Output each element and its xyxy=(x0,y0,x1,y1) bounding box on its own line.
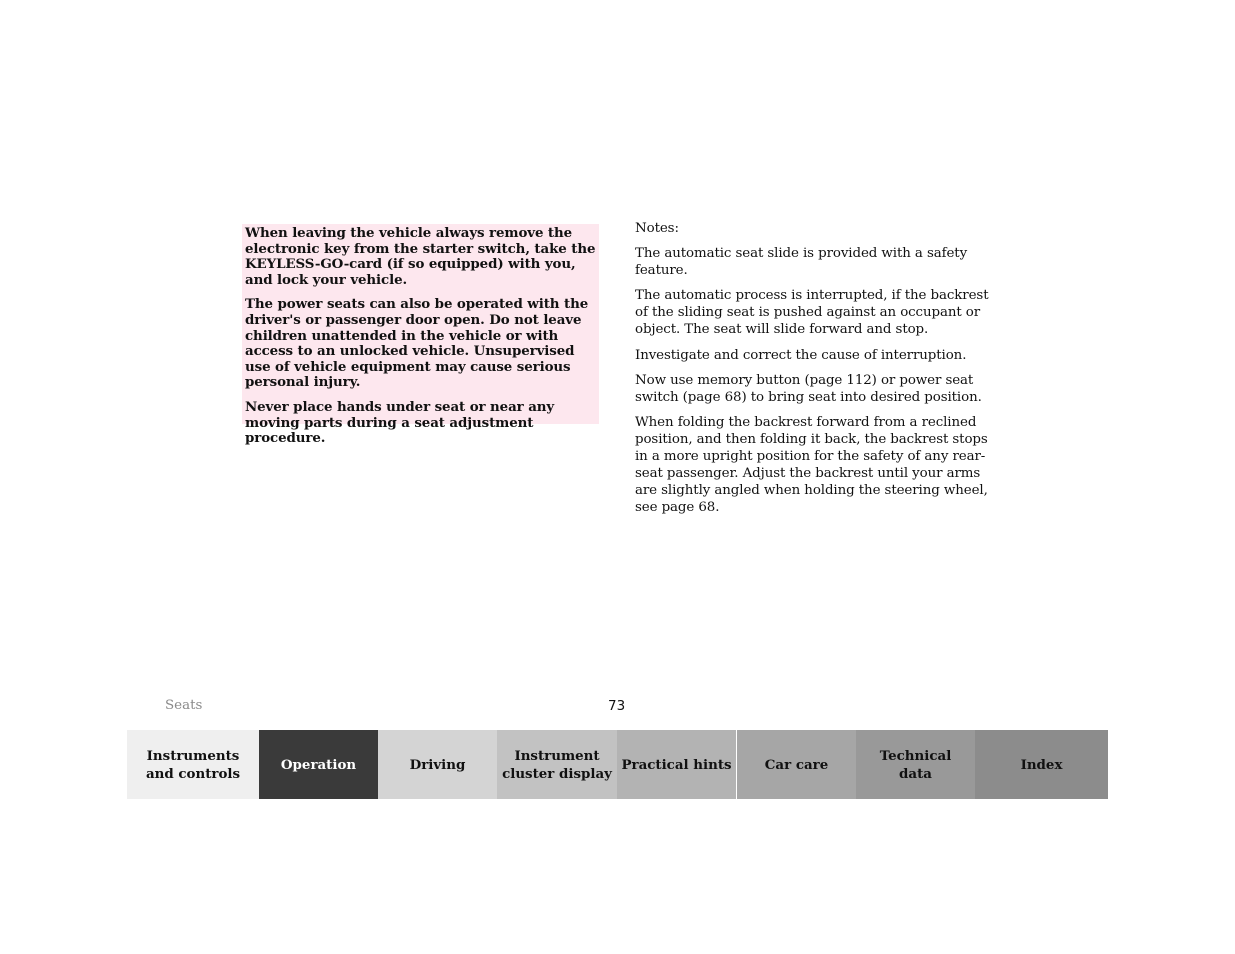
tab-driving[interactable] xyxy=(378,730,497,799)
notes-paragraph: Investigate and correct the cause of interruption. xyxy=(635,347,967,363)
tab-label: Practical hints xyxy=(621,756,732,773)
warning-paragraph: When leaving the vehicle always remove the electronic key from the starter switch, take the KEYLESS-GO-card (if so equipped) with you, and lock your vehicle. xyxy=(245,225,596,288)
tab-label: Instrument cluster display xyxy=(502,747,612,782)
tab-index[interactable] xyxy=(975,730,1108,799)
tab-label: Index xyxy=(1020,756,1063,773)
tab-instruments-and-controls[interactable] xyxy=(127,730,259,799)
tab-technical-data[interactable] xyxy=(856,730,975,799)
tab-label: Driving xyxy=(409,756,466,773)
page-number: 73 xyxy=(608,698,626,714)
warning-paragraph: Never place hands under seat or near any moving parts during a seat adjustment procedure. xyxy=(245,398,555,447)
notes-paragraph: Now use memory button (page 112) or power seat switch (page 68) to bring seat into desired position. xyxy=(635,372,982,405)
tab-operation[interactable] xyxy=(259,730,378,799)
tab-label: Car care xyxy=(764,756,829,773)
notes-paragraph: The automatic process is interrupted, if the backrest of the sliding seat is pushed against an occupant or object. The seat will slide forward and stop. xyxy=(635,288,989,338)
tab-label: Instruments and controls xyxy=(145,747,241,782)
notes-paragraph: When folding the backrest forward from a reclined position, and then folding it back, the backrest stops in a more upright position for the safety of any rear-seat passenger. Adjust the backrest until your arms are slightly angled when holding the steering wheel, see page 68. xyxy=(635,414,988,516)
tab-car-care[interactable] xyxy=(737,730,856,799)
tab-label: Technical data xyxy=(879,747,952,782)
notes-paragraph: The automatic seat slide is provided with a safety feature. xyxy=(635,246,968,279)
notes-column xyxy=(635,220,997,524)
warning-box xyxy=(242,224,599,447)
notes-heading: Notes: xyxy=(635,221,679,236)
tab-instrument-cluster-display[interactable] xyxy=(497,730,617,799)
tab-label: Operation xyxy=(280,756,357,773)
chapter-navigation xyxy=(127,730,1108,799)
warning-paragraph: The power seats can also be operated with the driver's or passenger door open. Do not leave children unattended in the vehicle or with access to an unlocked vehicle. Unsupervised use of vehicle equipment may cause serious personal injury. xyxy=(245,296,589,391)
tab-practical-hints[interactable] xyxy=(617,730,737,799)
section-label: Seats xyxy=(165,698,203,713)
